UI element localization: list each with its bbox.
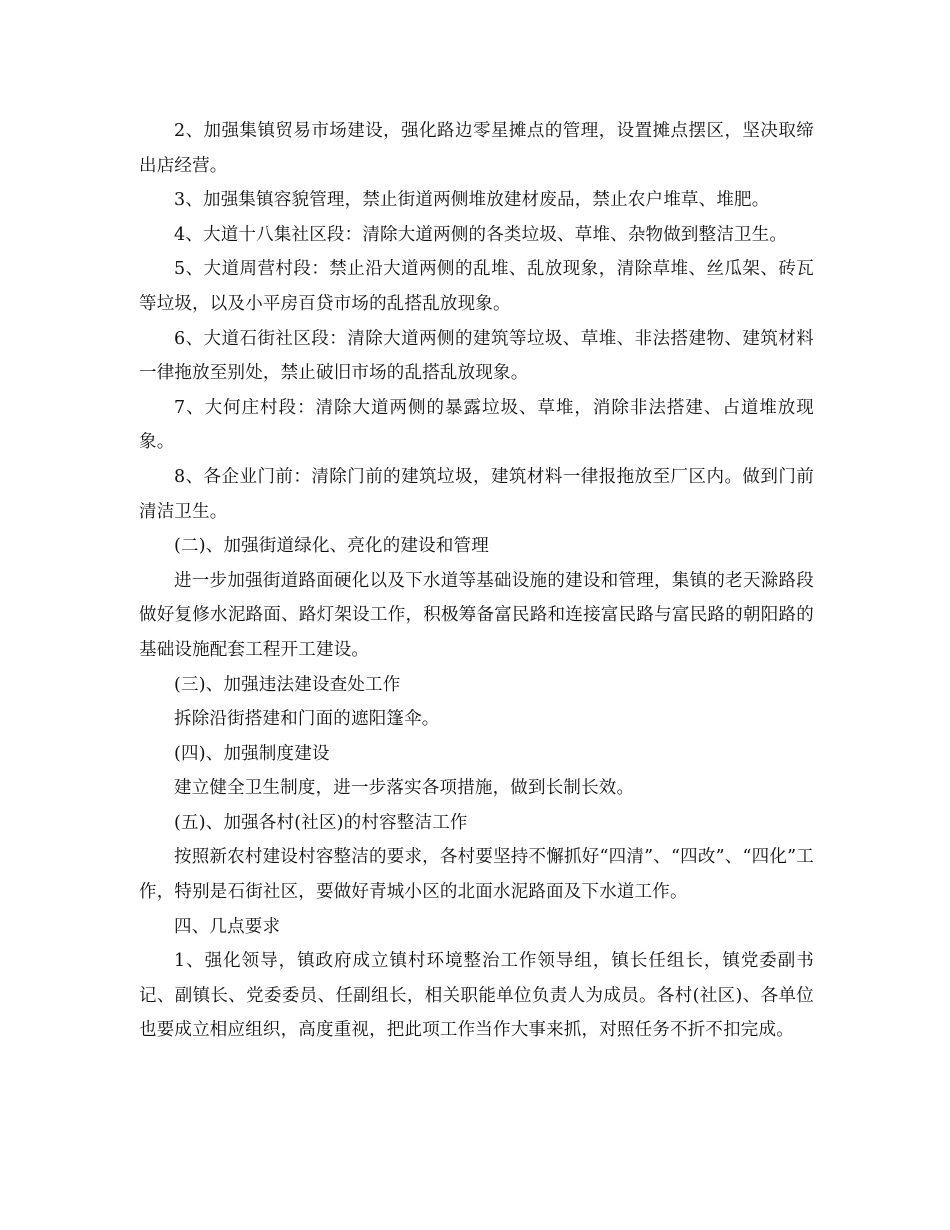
- paragraph-road-infrastructure: 进一步加强街道路面硬化以及下水道等基础设施的建设和管理，集镇的老天滁路段做好复修水泥路面、路灯架设工作，积极筹备富民路和连接富民路与富民路的朝阳路的基础设施配套工程开工建设。: [139, 570, 814, 660]
- paragraph-new-countryside: 按照新农村建设村容整洁的要求，各村要坚持不懈抓好“四清”、“四改”、“四化”工作，特别是石街社区，要做好青城小区的北面水泥路面及下水道工作。: [139, 847, 814, 903]
- paragraph-strengthen-leadership: 1、强化领导，镇政府成立镇村环境整治工作领导组，镇长任组长，镇党委副书记、副镇长、党委委员、任副组长，相关职能单位负责人为成员。各村(社区)、各单位也要成立相应组织，高度重视，把此项工作当作大事来抓，对照任务不折不扣完成。: [139, 951, 814, 1041]
- section-heading-system-building: (四)、加强制度建设: [174, 743, 330, 764]
- paragraph-remove-awnings: 拆除沿街搭建和门面的遮阳篷伞。: [174, 709, 440, 730]
- paragraph-sanitation-system: 建立健全卫生制度，进一步落实各项措施，做到长制长效。: [174, 778, 635, 799]
- paragraph-enterprise-fronts: 8、各企业门前：清除门前的建筑垃圾，建筑材料一律报拖放至厂区内。做到门前清洁卫生。: [139, 466, 814, 522]
- paragraph-shijie-section: 6、大道石街社区段：清除大道两侧的建筑等垃圾、草堆、非法搭建物、建筑材料一律拖放至别处，禁止破旧市场的乱搭乱放现象。: [139, 328, 814, 384]
- paragraph-zhouying-section: 5、大道周营村段：禁止沿大道两侧的乱堆、乱放现象，清除草堆、丝瓜架、砖瓦等垃圾，以及小平房百贷市场的乱搭乱放现象。: [139, 259, 814, 314]
- section-heading-greening: (二)、加强街道绿化、亮化的建设和管理: [174, 536, 489, 557]
- section-heading-illegal-construction: (三)、加强违法建设查处工作: [174, 674, 401, 695]
- paragraph-market-construction: 2、加强集镇贸易市场建设，强化路边零星摊点的管理，设置摊点摆区，坚决取缔出店经营。: [139, 121, 814, 176]
- paragraph-town-appearance: 3、加强集镇容貌管理，禁止街道两侧堆放建材废品，禁止农户堆草、堆肥。: [174, 190, 770, 211]
- section-heading-village-tidiness: (五)、加强各村(社区)的村容整洁工作: [174, 812, 468, 833]
- document-body: [139, 114, 814, 1048]
- paragraph-shibajiji-section: 4、大道十八集社区段：清除大道两侧的各类垃圾、草堆、杂物做到整洁卫生。: [174, 224, 788, 245]
- paragraph-daheizhuang-section: 7、大何庄村段：清除大道两侧的暴露垃圾、草堆，消除非法搭建、占道堆放现象。: [139, 397, 814, 453]
- section-heading-requirements: 四、几点要求: [174, 916, 281, 937]
